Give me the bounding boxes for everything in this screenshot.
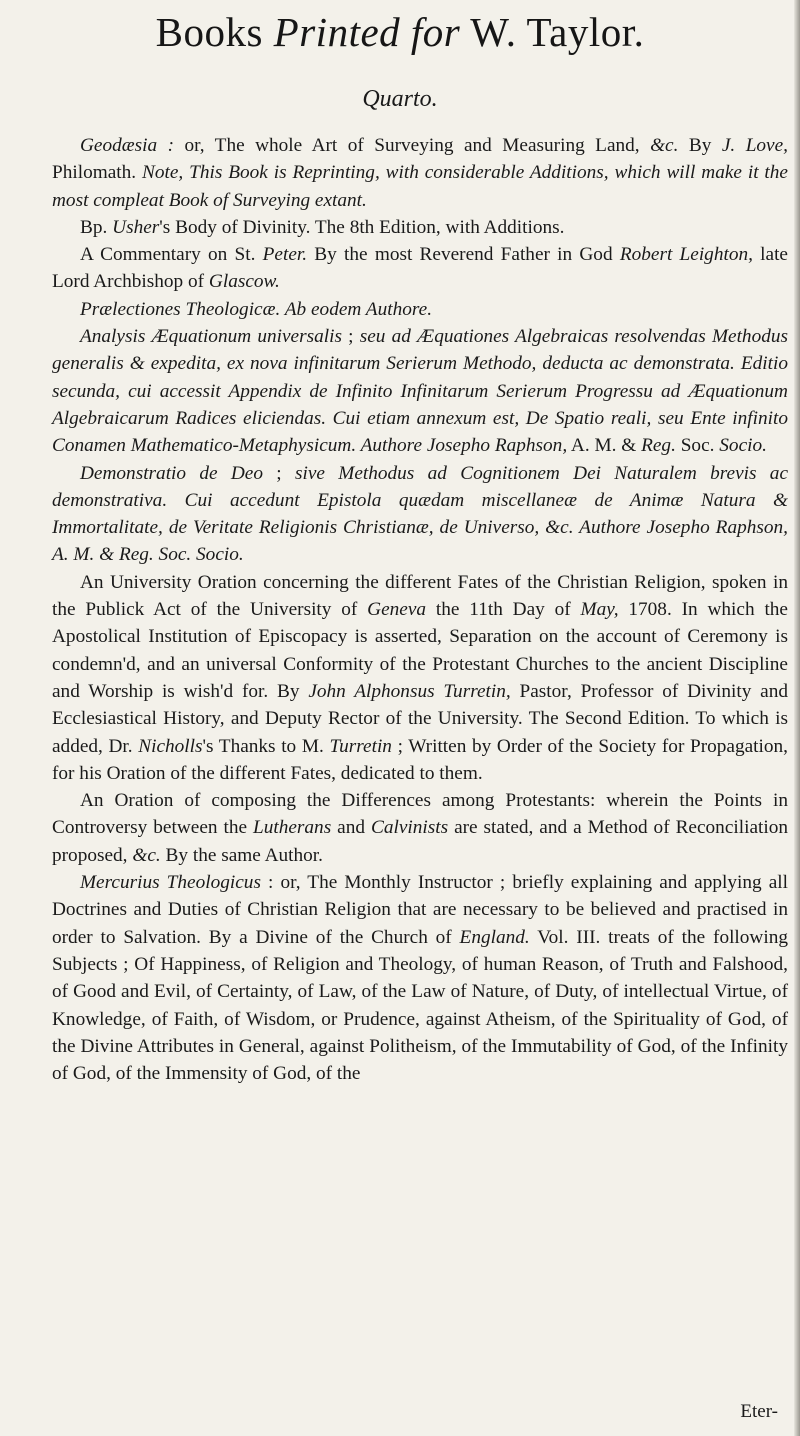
entry-italic-text: J. Love, — [721, 135, 788, 156]
entry-text: Soc. — [675, 435, 720, 457]
entry-italic-text: Turretin — [329, 735, 392, 757]
entry-italic-text: Note, This Book is Reprinting, with considerable Additions, which will make it the most compleat Book of Surveying extant. — [52, 162, 788, 211]
entry-italic-text: Glascow. — [208, 271, 280, 293]
entry-text: 1708. In which the Apostolical Institution of Episcopacy is asserted, Separation on the account of Ceremony is condemn'd, and an universal Conformity of the Protestant Churches to the ancient Discipline and Worship is wish'd for. By — [52, 599, 788, 702]
entry-text: Vol. III. treats of the following Subjects ; Of Happiness, of Religion and Theology, of human Reason, of Truth and Falshood, of Good and Evil, of Certainty, of Law, of the Law of Nature, of Duty, of intellectual Virtue, of Knowledge, of Faith, of Wisdom, or Prudence, against Atheism, of the Spirituality of God, of the Divine Attributes in General, against Politheism, of the Immutability of God, of the Infinity of God, of the Immensity of God, of the — [52, 926, 788, 1085]
entry-text: By — [678, 135, 722, 156]
entry-italic-text: Analysis Æquationum universalis — [80, 326, 342, 348]
entry-italic-text: Prælectiones Theologicæ. Ab eodem Authore. — [80, 298, 433, 320]
entry-italic-text: sive Methodus ad Cognitionem Dei Naturalem brevis ac demonstrativa. Cui accedunt Epistola quædam miscellaneæ de Animæ Natura & Immortalitate, de Veritate Religionis Christianæ, de Universo, &c. Authore Josepho Raphson, A. M. & Reg. Soc. Socio. — [52, 462, 788, 566]
entry-italic-text: Reg. — [641, 435, 676, 457]
book-entry — [52, 296, 788, 323]
entry-italic-text: Peter. — [262, 244, 308, 266]
entry-italic-text: Calvinists — [370, 817, 449, 839]
entry-text: are stated, and a Method of Reconciliation proposed, — [52, 817, 789, 866]
entry-italic-text: England. — [459, 926, 530, 948]
entry-text: 's Body of Divinity. The 8th Edition, with Additions. — [159, 216, 565, 238]
title-publisher: W. Taylor. — [470, 9, 645, 55]
entry-text: the 11th Day of — [426, 599, 581, 621]
section-heading: Quarto. — [362, 86, 438, 112]
entry-text: An University Oration concerning the different Fates of the Christian Religion, spoken in the Publick Act of the University of — [52, 571, 788, 621]
entry-italic-text: Geneva — [367, 599, 427, 621]
book-entry — [52, 241, 788, 296]
page-edge-shadow — [794, 0, 800, 1436]
entry-italic-text: May, — [580, 599, 619, 621]
entry-text: and — [331, 817, 371, 839]
entry-text: ; Written by Order of the Society for Propagation, for his Oration of the different Fates, dedicated to them. — [52, 735, 788, 784]
entry-italic-text: Socio. — [719, 435, 767, 457]
entry-italic-text: Mercurius Theologicus — [80, 872, 261, 894]
book-entry — [52, 460, 788, 569]
book-entry — [52, 787, 788, 869]
entry-text: By the same Author. — [160, 844, 323, 866]
page-header-title — [0, 4, 800, 60]
book-entry — [52, 569, 788, 787]
book-entry — [52, 132, 788, 214]
book-entries-list — [52, 132, 788, 1087]
catchword: Eter- — [740, 1401, 778, 1422]
entry-italic-text: Demonstratio de Deo — [80, 462, 263, 484]
entry-text: ; — [263, 462, 295, 484]
entry-text: : or, The Monthly Instructor ; briefly explaining and applying all Doctrines and Duties of Christian Religion that are necessary to be believed and practised in order to Salvation. By a Divine of the Church of — [52, 872, 788, 948]
entry-italic-text: John Alphonsus Turretin, — [308, 680, 511, 702]
title-books: Books — [155, 9, 263, 55]
entry-italic-text: Usher — [112, 216, 160, 238]
title-printed-for: Printed for — [273, 9, 461, 55]
entry-text: or, The whole Art of Surveying and Measuring Land, — [174, 135, 651, 156]
book-entry — [52, 869, 788, 1087]
book-entry — [52, 214, 788, 241]
entry-text: A Commentary on St. — [80, 244, 263, 266]
entry-text: Pastor, Professor of Divinity and Ecclesiastical History, and Deputy Rector of the University. The Second Edition. To which is added, Dr. — [52, 680, 788, 757]
entry-text: An Oration of composing the Differences among Protestants: wherein the Points in Controversy between the — [52, 790, 788, 839]
entry-text: late Lord Archbishop of — [52, 244, 788, 293]
entry-text: 's Thanks to M. — [202, 735, 330, 757]
entry-text: A. M. & — [567, 435, 642, 457]
entry-text: Bp. — [80, 216, 113, 238]
entry-text: Philomath. — [52, 162, 142, 184]
book-entry — [52, 323, 788, 459]
entry-italic-text: Nicholls — [138, 735, 203, 757]
entry-italic-text: &c. — [132, 844, 161, 866]
entry-text: ; — [341, 326, 360, 348]
entry-italic-text: &c. — [650, 135, 679, 156]
entry-italic-text: Robert Leighton, — [619, 244, 753, 266]
entry-italic-text: Geodæsia : — [80, 135, 174, 156]
entry-text: By the most Reverend Father in God — [307, 244, 620, 266]
entry-italic-text: seu ad Æquationes Algebraicas resolvendas Methodus generalis & expedita, ex nova infinitarum Serierum Methodo, deducta ac demonstrata. Editio secunda, cui accessit Appendix de Infinito Infinitarum Serierum Progressu ad Æquationum Algebraicarum Radices eliciendas. Cui etiam annexum est, De Spatio reali, seu Ente infinito Conamen Mathematico-Metaphysicum. Authore Josepho Raphson, — [52, 326, 789, 457]
entry-italic-text: Lutherans — [252, 817, 332, 839]
